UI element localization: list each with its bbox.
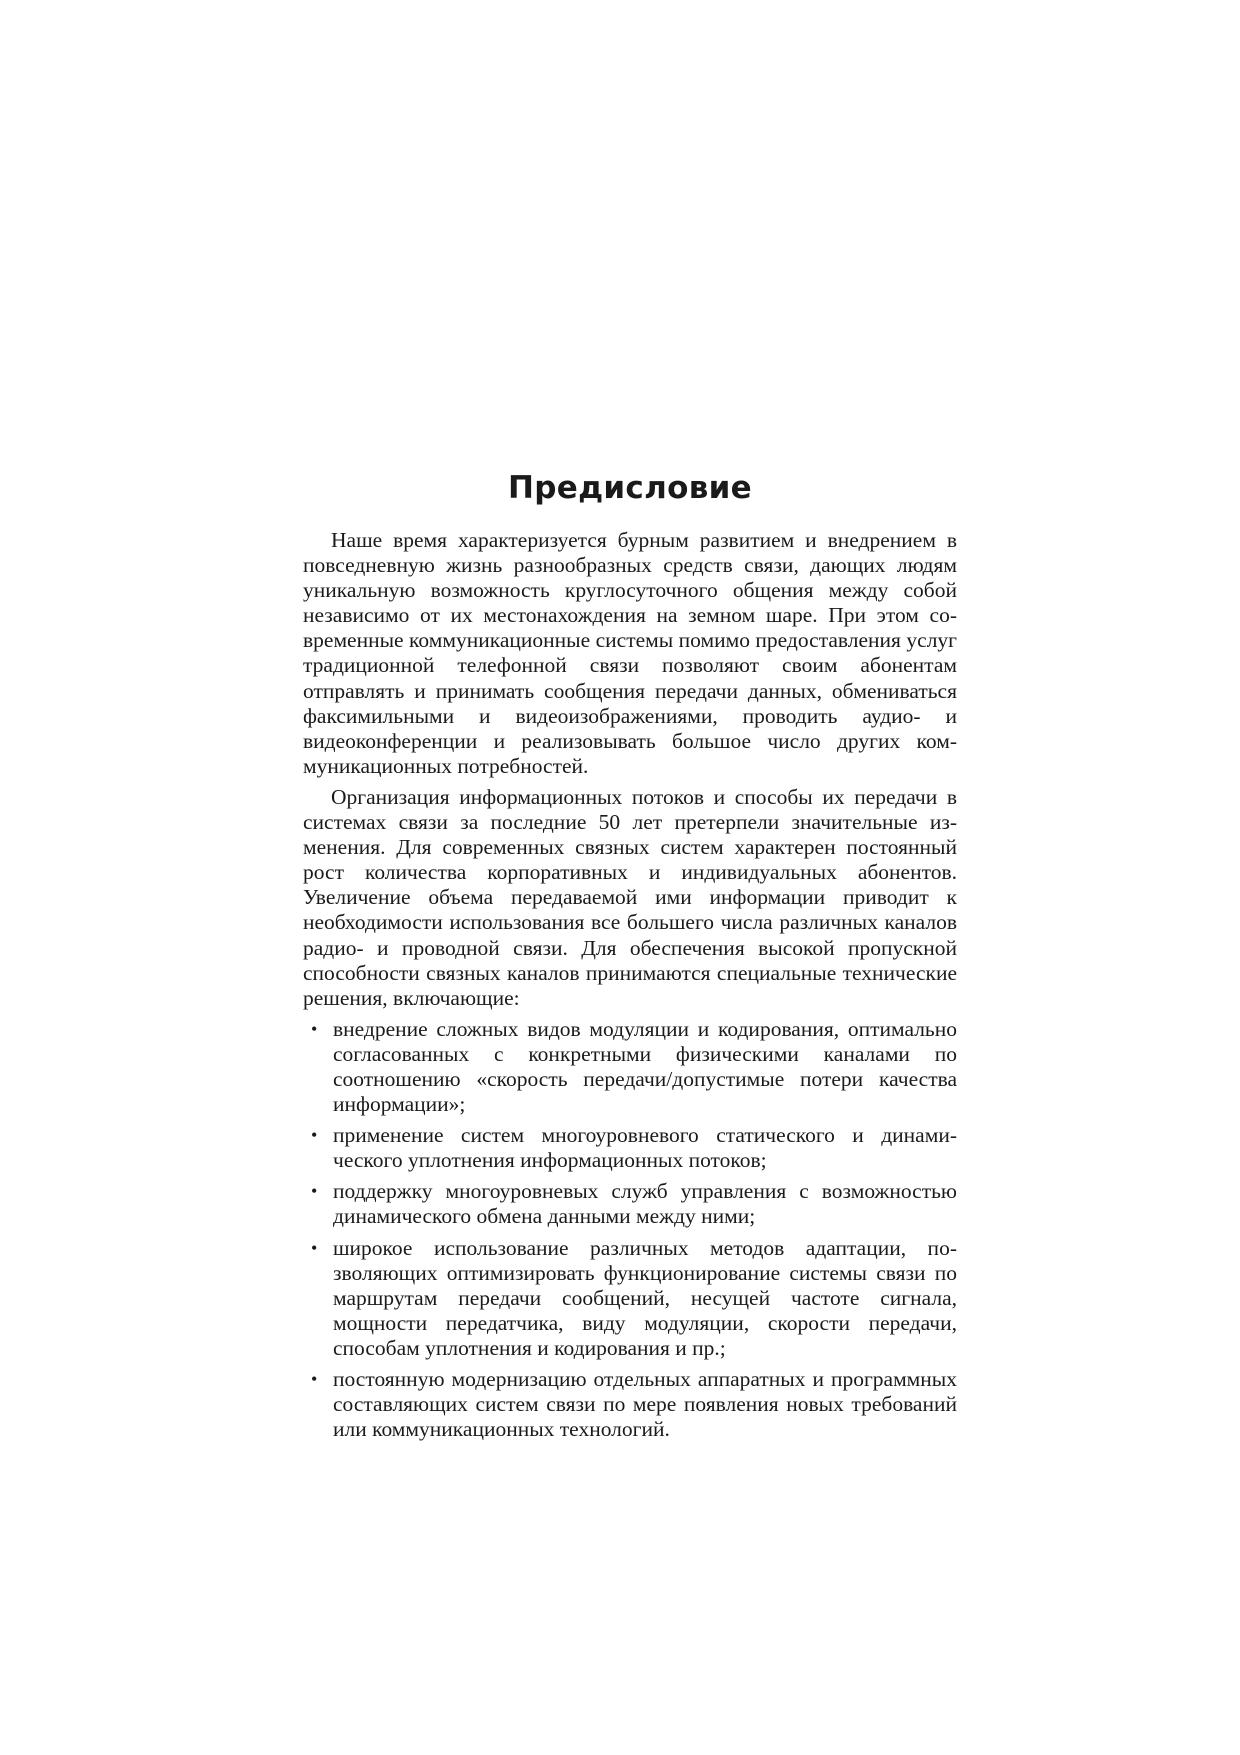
- bullet-icon: •: [311, 1018, 318, 1039]
- document-content: [303, 470, 957, 1448]
- list-item: [303, 1236, 957, 1361]
- page-title: Предисловие: [508, 470, 752, 506]
- list-item-text: внедрение сложных видов модуляции и кодирования, оптимально согласованных с конкретными физическими каналами по соотношению «скорость передачи/допустимые потери качества информации»;: [333, 1016, 957, 1117]
- list-item: [303, 1367, 957, 1442]
- list-item: [303, 1017, 957, 1117]
- list-item: [303, 1179, 957, 1229]
- list-item: [303, 1123, 957, 1173]
- bullet-icon: •: [311, 1181, 318, 1202]
- list-item-text: поддержку многоуровневых служб управления с возможностью динамического обмена данными между ними;: [333, 1179, 957, 1229]
- list-item-text: применение систем многоуровневого статического и динамического уплотнения информационных потоков;: [333, 1123, 957, 1173]
- list-item-text: постоянную модернизацию отдельных аппаратных и программных составляющих систем связи по мере появления новых требований или коммуникационных технологий.: [333, 1367, 957, 1442]
- paragraph: Наше время характеризуется бурным развитием и внедрением в повседневную жизнь разнообразных средств связи, дающих людям уникальную возможность круглосуточного общения между собой независимо от их местонахождения на земном шаре. При этом современные коммуникационные системы помимо предоставления услуг традиционной телефонной связи позволяют своим абонентам отправлять и принимать сообщения передачи данных, обмениваться факсимильными и видеоизображениями, проводить аудио- и видеоконференции и реализовывать большое число других коммуникационных потребностей.: [303, 528, 957, 778]
- paragraph: Организация информационных потоков и способы их передачи в системах связи за последние 50 лет претерпели значительные изменения. Для современных связных систем характерен постоянный рост количества корпоративных и индивидуальных абонентов. Увеличение объема передаваемой ими информации приводит к необходимости использования все большего числа различных каналов радио- и проводной связи. Для обеспечения высокой пропускной способности связных каналов принимаются специальные технические решения, включающие:: [303, 784, 957, 1010]
- bullet-icon: •: [311, 1237, 318, 1258]
- bullet-list: [303, 1017, 957, 1443]
- list-item-text: широкое использование различных методов адаптации, позволяющих оптимизировать функционирование системы связи по маршрутам передачи сообщений, несущей частоте сигнала, мощности передатчика, виду модуляции, скорости передачи, способам уплотнения и кодирования и пр.;: [333, 1235, 957, 1360]
- bullet-icon: •: [311, 1125, 318, 1146]
- bullet-icon: •: [311, 1369, 318, 1389]
